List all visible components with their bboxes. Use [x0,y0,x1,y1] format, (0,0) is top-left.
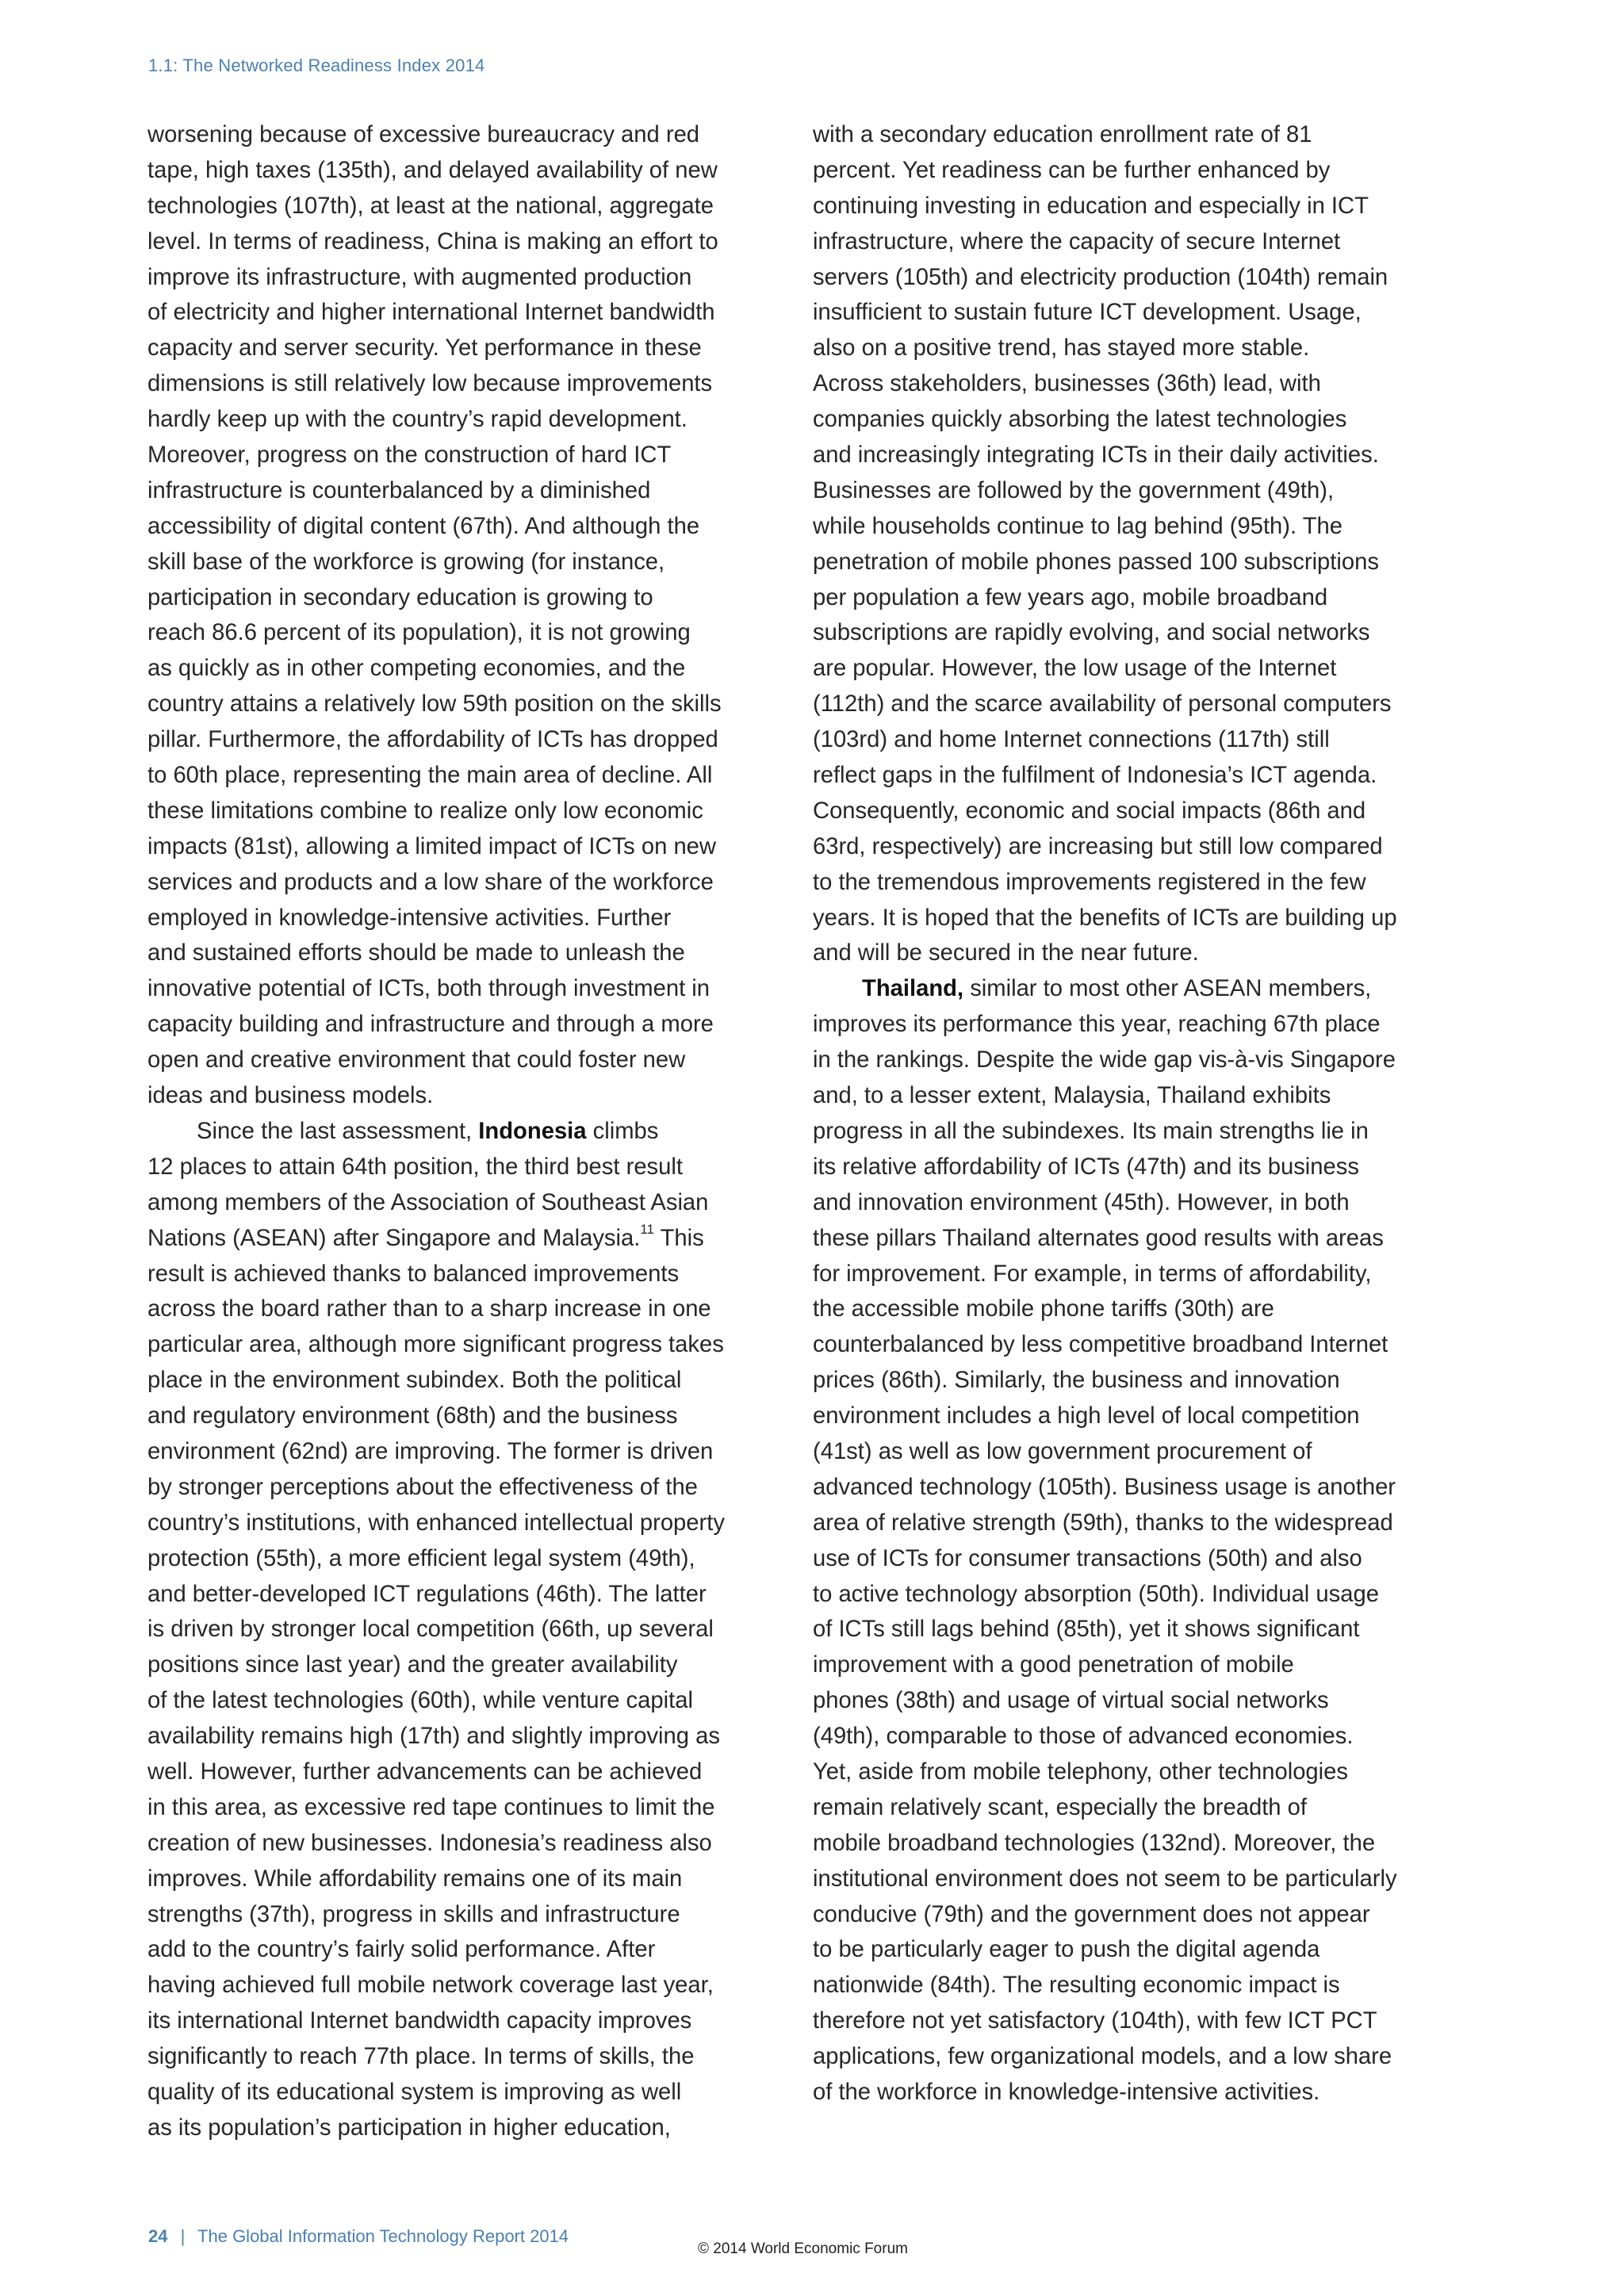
text-line [813,1647,1471,1683]
line-text: having achieved full mobile network coverage last year, [147,1973,714,1999]
text-line [147,331,806,366]
running-head: 1.1: The Networked Readiness Index 2014 [148,55,485,75]
line-text: area of relative strength (59th), thanks to the widespread [813,1510,1393,1536]
text-line [813,1399,1471,1434]
line-prefix: Since the last assessment, [197,1118,479,1144]
line-text: skill base of the workforce is growing (for instance, [147,549,665,575]
text-line [813,1506,1471,1541]
line-text: of the workforce in knowledge-intensive activities. [813,2079,1320,2105]
text-line [813,1826,1471,1862]
text-line [813,687,1471,722]
line-text: well. However, further advancements can be achieved [147,1758,703,1785]
text-line [813,2003,1471,2039]
country-keyword: Thailand, [862,976,964,1002]
text-line [813,2075,1471,2110]
page-number: 24 [148,2226,168,2246]
line-text: availability remains high (17th) and slightly improving as [147,1724,720,1750]
text-line [147,1755,806,1790]
line-text: infrastructure is counterbalanced by a diminished [147,477,651,503]
text-line [147,2003,806,2039]
text-line [147,971,806,1007]
line-text: in this area, as excessive red tape continues to limit the [147,1794,715,1820]
text-line [147,865,806,901]
text-line [147,366,806,402]
footer-separator: | [180,2226,186,2246]
line-text: country attains a relatively low 59th position on the skills [147,691,722,718]
text-line [147,901,806,936]
line-text: and will be secured in the near future. [813,940,1199,966]
text-line [147,1932,806,1968]
line-text: years. It is hoped that the benefits of ICTs are building up [813,905,1397,931]
line-text: reflect gaps in the fulfilment of Indonesia’s ICT agenda. [813,763,1377,789]
text-line [813,1363,1471,1399]
line-text: improve its infrastructure, with augmented production [147,264,692,290]
line-text: employed in knowledge-intensive activities. Further [147,905,672,931]
text-line [147,615,806,651]
text-line [147,1506,806,1541]
line-text: penetration of mobile phones passed 100 subscriptions [813,549,1379,575]
text-line [813,971,1471,1007]
line-text: applications, few organizational models, and a low share [813,2044,1392,2070]
line-text: (112th) and the scarce availability of personal computers [813,691,1392,718]
text-line [147,758,806,794]
line-text: use of ICTs for consumer transactions (50th) and also [813,1545,1362,1571]
text-line [813,366,1471,402]
text-line [147,722,806,758]
text-line [147,438,806,473]
line-text: infrastructure, where the capacity of secure Internet [813,228,1341,254]
line-text: Across stakeholders, businesses (36th) lead, with [813,371,1321,397]
line-text: improves its performance this year, reaching 67th place [813,1012,1381,1038]
line-suffix: This [654,1225,704,1251]
text-line [813,1541,1471,1577]
line-text: improvement with a good penetration of mobile [813,1652,1294,1678]
line-text: similar to most other ASEAN members, [963,976,1372,1002]
line-text: of ICTs still lags behind (85th), yet it shows significant [813,1617,1360,1643]
line-text: the accessible mobile phone tariffs (30th) are [813,1296,1274,1322]
text-line [813,758,1471,794]
line-text: 63rd, respectively) are increasing but still low compared [813,833,1383,859]
line-text: and regulatory environment (68th) and the business [147,1403,678,1429]
text-line [147,580,806,616]
text-line [813,473,1471,509]
text-line [813,1755,1471,1790]
text-line [147,1363,806,1399]
text-line [147,1078,806,1114]
text-line [147,1897,806,1933]
text-line [147,1043,806,1078]
text-line [147,1541,806,1577]
line-text: dimensions is still relatively low because improvements [147,371,713,397]
line-text: ideas and business models. [147,1083,434,1109]
line-text: services and products and a low share of the workforce [147,869,714,895]
line-text: tape, high taxes (135th), and delayed availability of new [147,157,718,183]
text-line [813,224,1471,260]
text-line [147,2075,806,2110]
text-line [813,936,1471,971]
text-line [147,224,806,260]
text-line [147,1007,806,1043]
line-text: (49th), comparable to those of advanced economies. [813,1724,1354,1750]
line-text: nationwide (84th). The resulting economic impact is [813,1973,1340,1999]
text-line [813,295,1471,331]
text-line [813,509,1471,545]
text-line [813,189,1471,224]
line-text: conducive (79th) and the government does not appear [813,1901,1370,1927]
text-line [813,1150,1471,1185]
text-line [813,1257,1471,1292]
text-line [813,1577,1471,1613]
line-text: environment includes a high level of local competition [813,1403,1360,1429]
text-line [147,1790,806,1826]
right-column [813,117,1471,2110]
text-line [147,2110,806,2146]
text-line [813,1612,1471,1647]
text-line [147,1221,806,1257]
text-line [147,117,806,153]
text-line [813,1897,1471,1933]
text-line [147,794,806,829]
copyright-notice: © 2014 World Economic Forum [698,2241,908,2257]
text-line [147,295,806,331]
line-text: continuing investing in education and especially in ICT [813,193,1369,219]
line-text: Consequently, economic and social impacts (86th and [813,798,1366,824]
text-line [813,260,1471,296]
text-line [813,794,1471,829]
text-line [147,936,806,971]
text-line [813,402,1471,438]
line-text: (103rd) and home Internet connections (117th) still [813,727,1330,753]
line-text: remain relatively scant, especially the breadth of [813,1794,1307,1820]
text-line [147,651,806,687]
text-line [147,1434,806,1470]
text-line [147,829,806,865]
line-text: impacts (81st), allowing a limited impact of ICTs on new [147,833,716,859]
text-line [813,829,1471,865]
line-text: significantly to reach 77th place. In terms of skills, the [147,2044,695,2070]
line-text: in the rankings. Despite the wide gap vis-à-vis Singapore [813,1047,1396,1073]
line-text: of the latest technologies (60th), while venture capital [147,1688,693,1714]
line-text: to active technology absorption (50th). Individual usage [813,1581,1379,1607]
text-line [147,1612,806,1647]
text-line [147,260,806,296]
line-text: to be particularly eager to push the digital agenda [813,1937,1320,1963]
line-text: country’s institutions, with enhanced intellectual property [147,1510,725,1536]
text-line [147,1327,806,1363]
text-line [813,1683,1471,1719]
text-line [813,2039,1471,2075]
text-line [147,153,806,189]
text-line [147,1719,806,1755]
text-line [813,1719,1471,1755]
text-line [147,1826,806,1862]
line-text: across the board rather than to a sharp increase in one [147,1296,711,1322]
text-line [813,865,1471,901]
line-text: advanced technology (105th). Business usage is another [813,1474,1396,1500]
line-text: capacity and server security. Yet performance in these [147,335,702,362]
text-line [813,901,1471,936]
text-line [813,153,1471,189]
text-line [147,687,806,722]
line-text: environment (62nd) are improving. The former is driven [147,1438,714,1464]
line-text: hardly keep up with the country’s rapid development. [147,407,688,433]
footnote-reference: 11 [640,1221,655,1237]
text-line [813,1470,1471,1506]
line-text: also on a positive trend, has stayed more stable. [813,335,1310,362]
text-line [147,1470,806,1506]
text-line [147,1257,806,1292]
text-line [813,722,1471,758]
line-text: place in the environment subindex. Both the political [147,1368,682,1394]
line-text: of electricity and higher international Internet bandwidth [147,300,715,326]
line-text: creation of new businesses. Indonesia’s readiness also [147,1830,712,1856]
text-line [147,1114,806,1150]
publication-title: The Global Information Technology Report 2014 [197,2226,569,2246]
text-line [813,1932,1471,1968]
line-text: and innovation environment (45th). However, in both [813,1189,1350,1215]
line-text: reach 86.6 percent of its population), it is not growing [147,620,691,646]
line-text: phones (38th) and usage of virtual social networks [813,1688,1329,1714]
text-line [813,615,1471,651]
line-text: positions since last year) and the greater availability [147,1652,678,1678]
text-line [813,1327,1471,1363]
text-line [813,1114,1471,1150]
line-text: these limitations combine to realize only low economic [147,798,703,824]
line-text: worsening because of excessive bureaucracy and red [147,122,700,147]
line-text: these pillars Thailand alternates good results with areas [813,1225,1384,1251]
text-line [813,1221,1471,1257]
line-text: prices (86th). Similarly, the business and innovation [813,1368,1340,1394]
line-text: therefore not yet satisfactory (104th), with few ICT PCT [813,2008,1377,2034]
page-footer [148,2226,569,2247]
text-line [147,545,806,580]
text-line [147,189,806,224]
line-text: (41st) as well as low government procurement of [813,1438,1312,1464]
line-text: 12 places to attain 64th position, the third best result [147,1154,683,1180]
line-text: protection (55th), a more efficient legal system (49th), [147,1545,695,1571]
text-line [147,1292,806,1327]
line-text: and better-developed ICT regulations (46th). The latter [147,1581,707,1607]
text-line [813,1292,1471,1327]
text-line [813,545,1471,580]
line-text: insufficient to sustain future ICT development. Usage, [813,300,1362,326]
text-line [147,1399,806,1434]
line-text: improves. While affordability remains one of its main [147,1866,683,1892]
line-text: capacity building and infrastructure and through a more [147,1012,714,1038]
text-line [147,473,806,509]
line-text: as its population’s participation in higher education, [147,2114,671,2141]
line-text: are popular. However, the low usage of the Internet [813,656,1337,682]
line-text: to 60th place, representing the main area of decline. All [147,763,713,789]
line-text: is driven by stronger local competition (66th, up several [147,1617,714,1643]
text-line [147,509,806,545]
text-line [813,438,1471,473]
line-text: and sustained efforts should be made to unleash the [147,940,685,966]
line-text: Businesses are followed by the government (49th), [813,477,1335,503]
text-line [147,1647,806,1683]
line-text: among members of the Association of Southeast Asian [147,1189,709,1215]
line-text: while households continue to lag behind (95th). The [813,513,1342,539]
line-text: institutional environment does not seem to be particularly [813,1866,1397,1892]
line-text: and, to a lesser extent, Malaysia, Thailand exhibits [813,1083,1331,1109]
text-line [813,1078,1471,1114]
text-line [813,1007,1471,1043]
country-keyword: Indonesia [478,1118,587,1144]
text-line [813,580,1471,616]
text-line [813,1790,1471,1826]
line-text: counterbalanced by less competitive broadband Internet [813,1332,1388,1358]
line-text: Nations (ASEAN) after Singapore and Malaysia. [147,1225,641,1251]
text-line [813,331,1471,366]
text-line [813,1968,1471,2003]
text-line [147,2039,806,2075]
text-line [813,1862,1471,1897]
line-text: as quickly as in other competing economies, and the [147,656,686,682]
text-line [813,1185,1471,1221]
text-line [813,651,1471,687]
line-text: for improvement. For example, in terms of affordability, [813,1261,1372,1287]
line-text: quality of its educational system is improving as well [147,2079,682,2105]
line-text: strengths (37th), progress in skills and infrastructure [147,1901,680,1927]
line-text: add to the country’s fairly solid performance. After [147,1937,656,1963]
text-line [147,402,806,438]
line-text: innovative potential of ICTs, both through investment in [147,976,710,1002]
text-line [147,1577,806,1613]
line-text: its relative affordability of ICTs (47th) and its business [813,1154,1359,1180]
text-line [147,1683,806,1719]
text-line [813,1434,1471,1470]
line-text: Yet, aside from mobile telephony, other technologies [813,1758,1348,1785]
line-text: technologies (107th), at least at the national, aggregate [147,193,714,219]
line-text: climbs [586,1118,659,1144]
line-text: companies quickly absorbing the latest technologies [813,407,1347,433]
line-text: percent. Yet readiness can be further enhanced by [813,157,1331,183]
line-text: to the tremendous improvements registered in the few [813,869,1366,895]
line-text: accessibility of digital content (67th). And although the [147,513,700,539]
line-text: mobile broadband technologies (132nd). Moreover, the [813,1830,1376,1856]
line-text: result is achieved thanks to balanced improvements [147,1261,680,1287]
text-line [813,117,1471,153]
line-text: per population a few years ago, mobile broadband [813,584,1328,610]
line-text: pillar. Furthermore, the affordability of ICTs has dropped [147,727,718,753]
line-text: servers (105th) and electricity production (104th) remain [813,264,1388,290]
left-column [147,117,806,2146]
line-text: and increasingly integrating ICTs in their daily activities. [813,442,1379,469]
line-text: open and creative environment that could foster new [147,1047,686,1073]
line-text: by stronger perceptions about the effectiveness of the [147,1474,698,1500]
line-text: Moreover, progress on the construction of hard ICT [147,442,672,469]
line-text: with a secondary education enrollment rate of 81 [813,122,1312,147]
text-line [147,1150,806,1185]
line-text: level. In terms of readiness, China is making an effort to [147,228,718,254]
line-text: particular area, although more significant progress takes [147,1332,724,1358]
line-text: subscriptions are rapidly evolving, and social networks [813,620,1370,646]
line-text: progress in all the subindexes. Its main strengths lie in [813,1118,1369,1144]
text-line [147,1862,806,1897]
line-text: its international Internet bandwidth capacity improves [147,2008,692,2034]
text-line [813,1043,1471,1078]
line-text: participation in secondary education is growing to [147,584,653,610]
text-line [147,1185,806,1221]
text-line [147,1968,806,2003]
